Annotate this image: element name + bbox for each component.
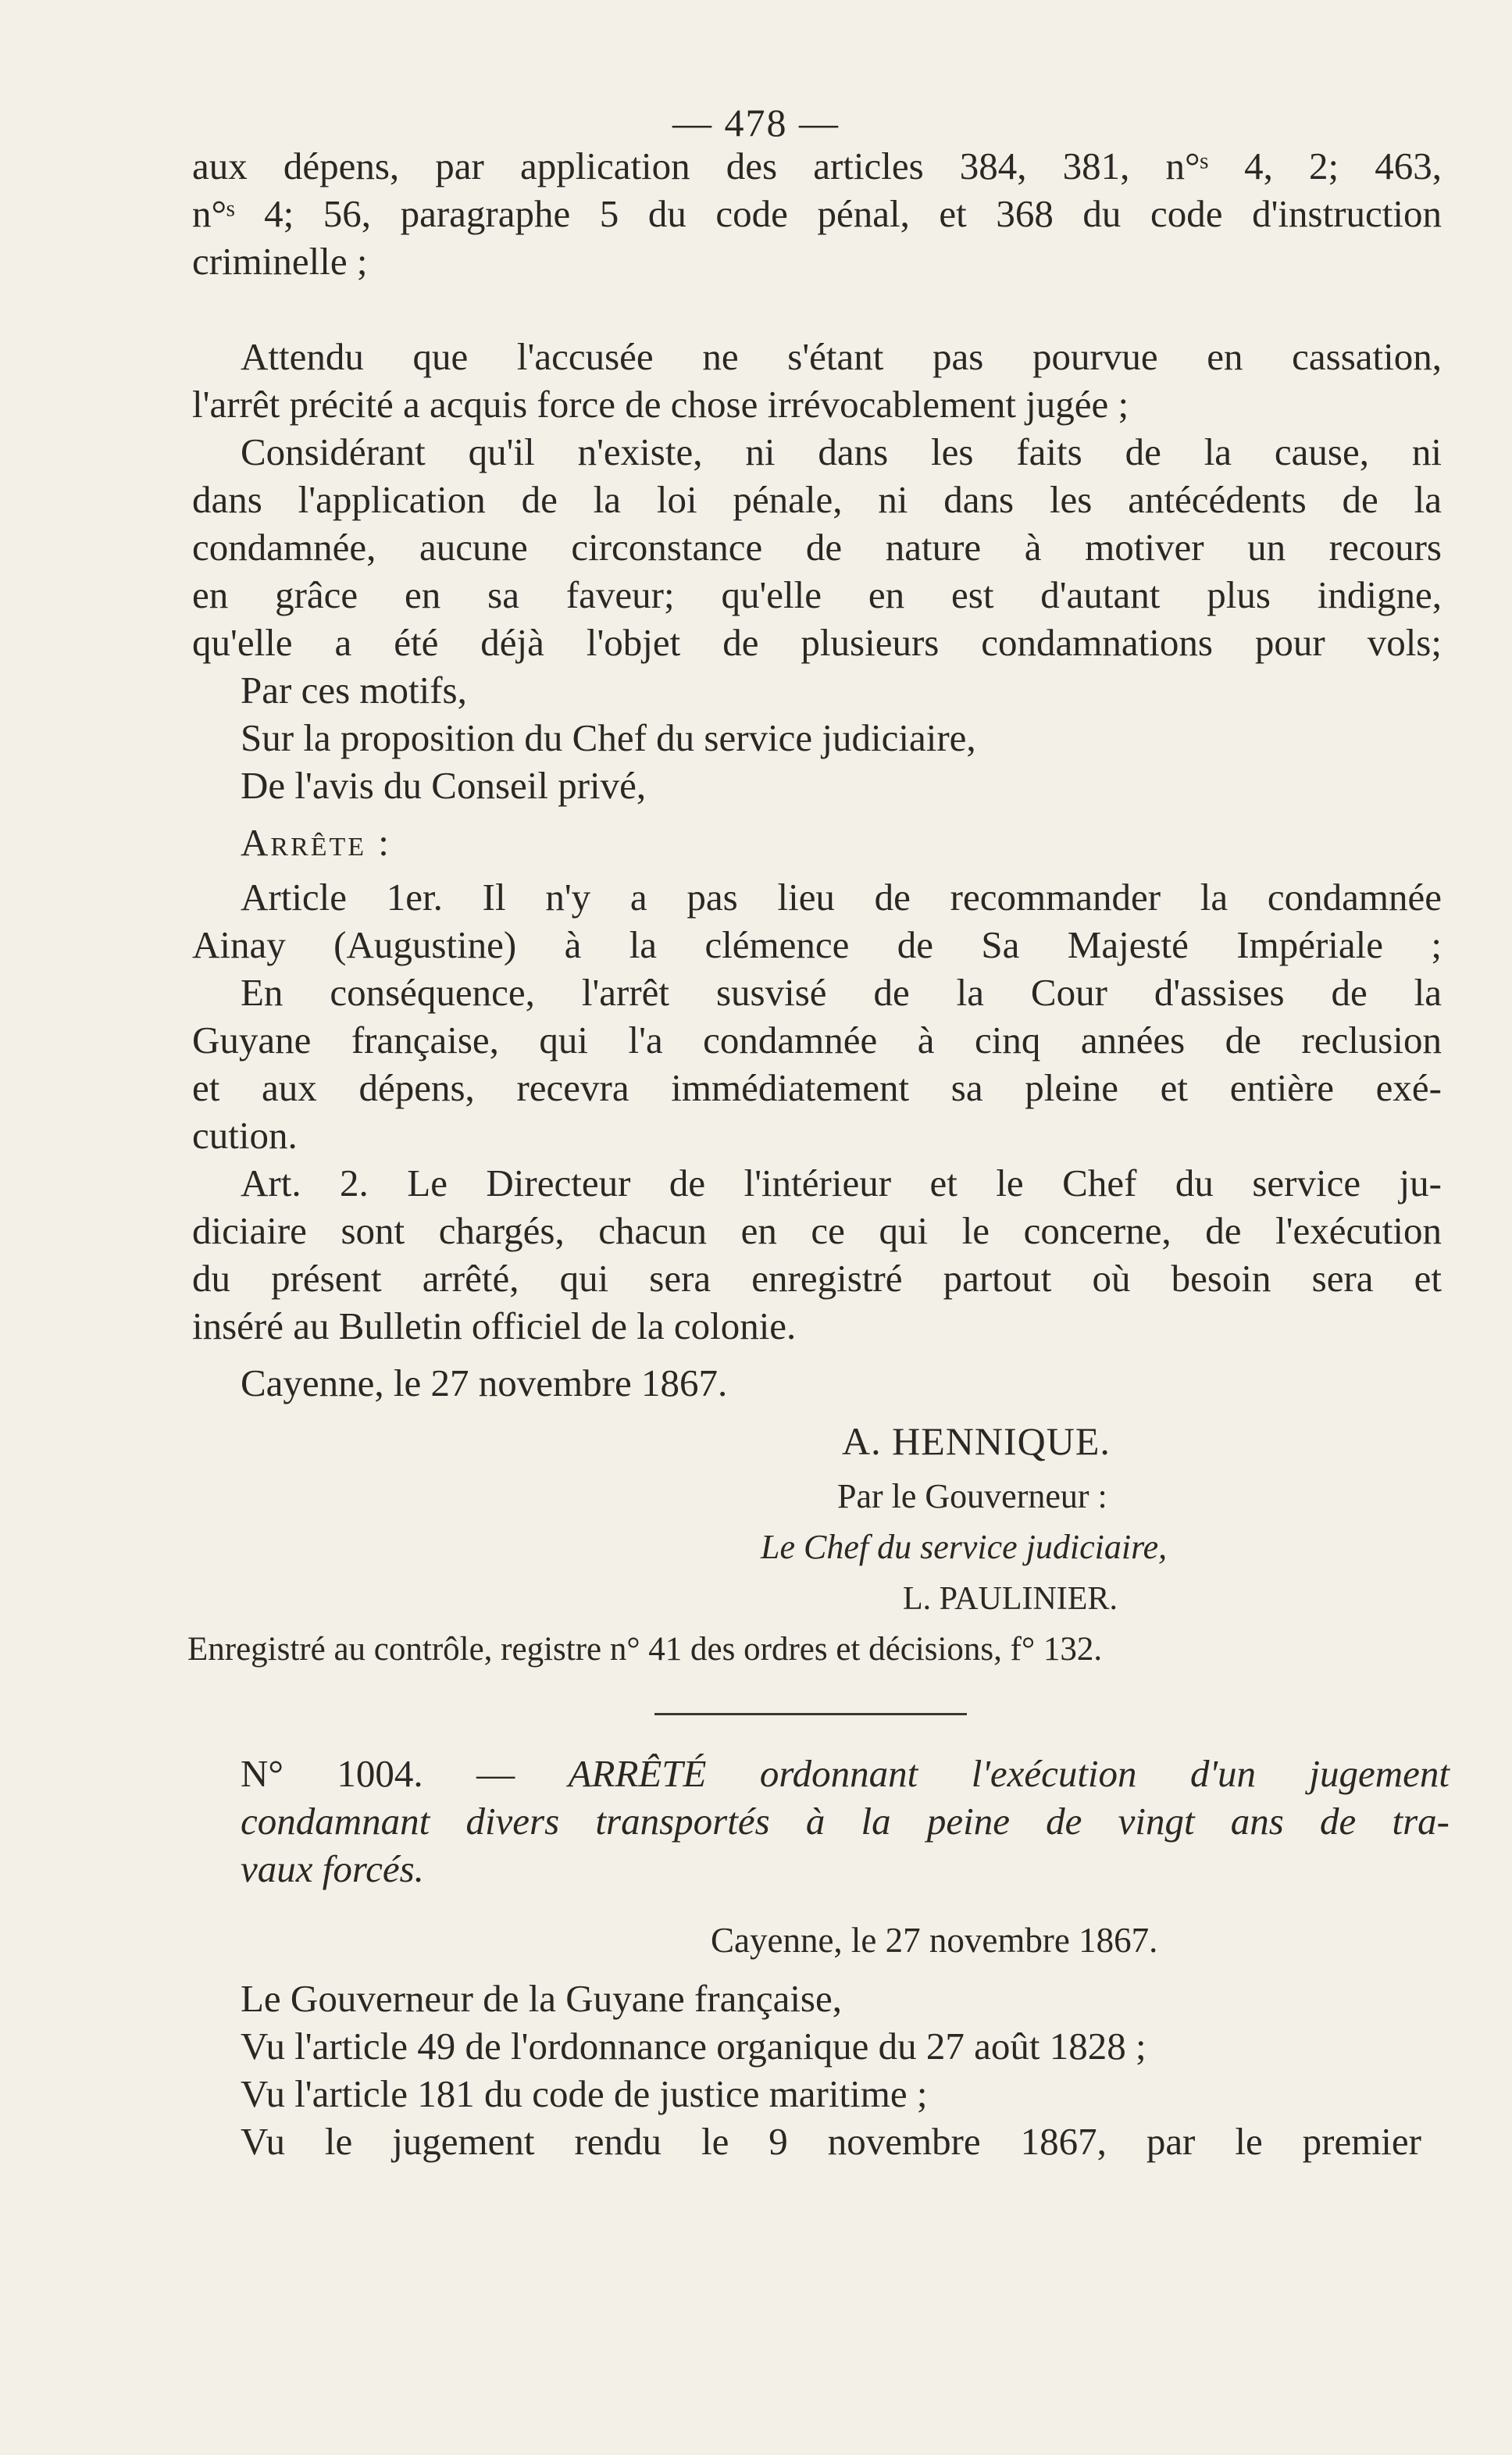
text-line: Guyane française, qui l'a condamnée à cinq années de reclusion	[192, 1019, 1442, 1062]
heading-dash: —	[476, 1752, 515, 1795]
text-line: Art. 2. Le Directeur de l'intérieur et le Chef du service ju-	[241, 1161, 1442, 1204]
signature-name: A. HENNIQUE.	[842, 1419, 1111, 1463]
text-line: Par ces motifs,	[241, 669, 467, 712]
arrete-number: N° 1004.	[241, 1752, 423, 1795]
arrete-heading	[192, 819, 1442, 866]
text-line: en grâce en sa faveur; qu'elle en est d'autant plus indigne,	[192, 573, 1442, 616]
text-line: cution.	[192, 1114, 298, 1157]
text-line: Le Gouverneur de la Guyane française,	[241, 1977, 843, 2020]
attendu-paragraph	[192, 333, 1442, 428]
signature-role: Le Chef du service judiciaire,	[761, 1528, 1168, 1566]
text-line: De l'avis du Conseil privé,	[241, 764, 647, 807]
text-line: qu'elle a été déjà l'objet de plusieurs condamnations pour vols;	[192, 621, 1442, 664]
arrete-title: condamnant divers transportés à la peine de vingt ans de tra-	[241, 1800, 1450, 1843]
text-line: Cayenne, le 27 novembre 1867.	[241, 1361, 728, 1404]
section-divider	[654, 1713, 967, 1715]
text-line: Vu l'article 181 du code de justice maritime ;	[241, 2072, 928, 2115]
arrete-1004-date: Cayenne, le 27 novembre 1867.	[711, 1921, 1158, 1960]
text-line: Considérant qu'il n'existe, ni dans les faits de la cause, ni	[241, 430, 1442, 473]
text-line: Vu l'article 49 de l'ordonnance organique du 27 août 1828 ;	[241, 2025, 1146, 2068]
text-line: condamnée, aucune circonstance de nature à motiver un recours	[192, 526, 1442, 569]
arrete-title: ARRÊTÉ ordonnant l'exécution d'un jugement	[568, 1752, 1450, 1795]
text-line: Ainay (Augustine) à la clémence de Sa Majesté Impériale ;	[192, 923, 1442, 966]
continuation-paragraph	[192, 142, 1442, 285]
signature-par: Par le Gouverneur :	[837, 1477, 1107, 1515]
text-line: dans l'application de la loi pénale, ni dans les antécédents de la	[192, 478, 1442, 521]
text-line: et aux dépens, recevra immédiatement sa pleine et entière exé-	[192, 1066, 1442, 1109]
text-line: du présent arrêté, qui sera enregistré partout où besoin sera et	[192, 1257, 1442, 1300]
registration-note: Enregistré au contrôle, registre n° 41 des ordres et décisions, f° 132.	[187, 1631, 1103, 1668]
considerant-paragraph	[192, 428, 1442, 666]
text-line: inséré au Bulletin officiel de la colonie.	[192, 1304, 797, 1347]
arrete-title: vaux forcés.	[241, 1847, 424, 1890]
signature-signer: L. PAULINIER.	[903, 1581, 1118, 1617]
article-1	[192, 873, 1442, 1159]
text-line: Attendu que l'accusée ne s'étant pas pourvue en cassation,	[241, 335, 1442, 378]
motifs-block	[192, 666, 1442, 809]
text-line: En conséquence, l'arrêt susvisé de la Cour d'assises de la	[241, 971, 1442, 1014]
text-line: diciaire sont chargés, chacun en ce qui le concerne, de l'exécution	[192, 1209, 1442, 1252]
page-number: — 478 —	[672, 101, 840, 145]
article-2	[192, 1159, 1442, 1350]
arrete-1004-body	[192, 1975, 1421, 2165]
heading-line	[192, 1750, 1450, 1797]
place-date	[192, 1359, 1442, 1407]
text-line: Vu le jugement rendu le 9 novembre 1867, par le premier	[241, 2120, 1421, 2163]
text-line: n°ˢ 4; 56, paragraphe 5 du code pénal, et 368 du code d'instruction	[192, 192, 1442, 235]
text-line: Article 1er. Il n'y a pas lieu de recommander la condamnée	[241, 876, 1442, 919]
text-line: criminelle ;	[192, 240, 368, 283]
arrete-1004-heading	[192, 1750, 1450, 1893]
text-line: aux dépens, par application des articles 384, 381, n°ˢ 4, 2; 463,	[192, 145, 1442, 187]
arrete-label: Arrête :	[241, 821, 391, 864]
text-line: Sur la proposition du Chef du service judiciaire,	[241, 716, 976, 759]
text-line: l'arrêt précité a acquis force de chose irrévocablement jugée ;	[192, 383, 1129, 426]
